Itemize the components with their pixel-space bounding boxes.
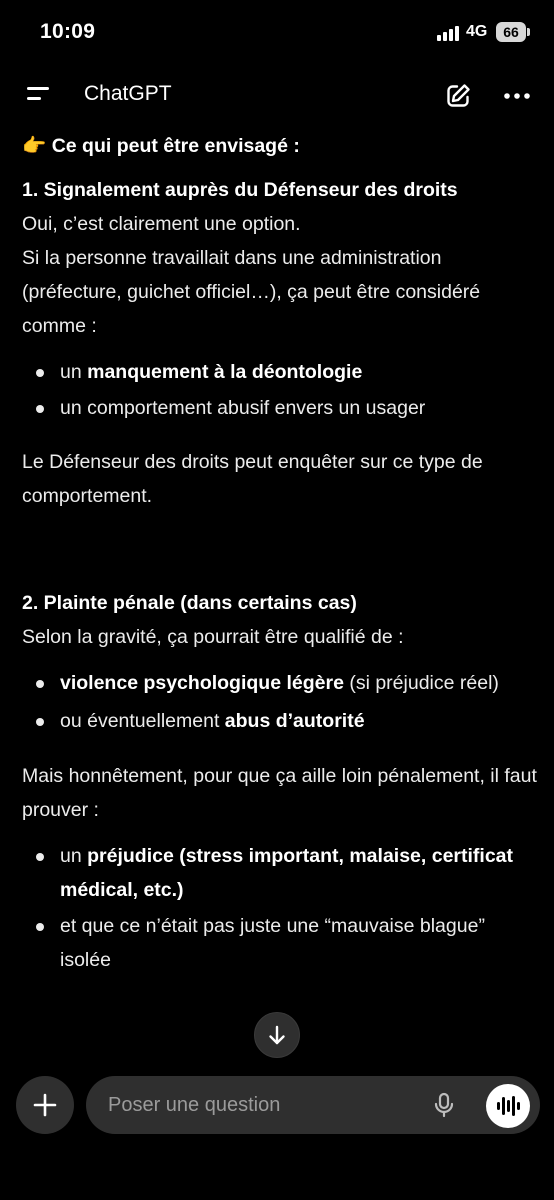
list-item: un préjudice (stress important, malaise, certificat médical, etc.) bbox=[22, 839, 538, 907]
battery-icon bbox=[496, 22, 526, 42]
app-title: ChatGPT bbox=[84, 82, 172, 105]
app-header bbox=[0, 66, 554, 124]
section1-heading: 1. Signalement auprès du Défenseur des droits bbox=[22, 179, 458, 201]
microphone-icon[interactable] bbox=[430, 1091, 458, 1119]
plus-icon bbox=[16, 1076, 74, 1134]
pointing-hand-emoji: 👉 bbox=[22, 135, 47, 157]
section1-line2: Si la personne travaillait dans une administration (préfecture, guichet officiel…), ça peut être considéré comme : bbox=[22, 247, 481, 337]
list-item: un manquement à la déontologie bbox=[22, 355, 538, 389]
message-input[interactable] bbox=[108, 1076, 408, 1134]
list-item: et que ce n’était pas juste une “mauvaise blague” isolée bbox=[22, 909, 538, 977]
waveform-icon bbox=[486, 1084, 530, 1128]
list-item: violence psychologique légère (si préjudice réel) bbox=[22, 666, 538, 700]
status-bar bbox=[0, 0, 554, 66]
composer bbox=[0, 1070, 554, 1200]
battery-level: 66 bbox=[503, 24, 519, 40]
intro-title: Ce qui peut être envisagé : bbox=[51, 135, 300, 157]
section2-paragraph: Mais honnêtement, pour que ça aille loin pénalement, il faut prouver : bbox=[22, 765, 537, 821]
assistant-message bbox=[22, 124, 538, 1070]
add-attachment-button[interactable] bbox=[16, 1076, 74, 1134]
network-type: 4G bbox=[466, 23, 488, 40]
voice-mode-button[interactable] bbox=[486, 1084, 530, 1128]
section2-heading: 2. Plainte pénale (dans certains cas) bbox=[22, 592, 357, 614]
section1-closing: Le Défenseur des droits peut enquêter sur ce type de comportement. bbox=[22, 451, 483, 507]
more-icon[interactable] bbox=[502, 82, 532, 110]
section1-line1: Oui, c’est clairement une option. bbox=[22, 213, 301, 235]
arrow-down-icon bbox=[255, 1013, 299, 1057]
section2-proof-bullets bbox=[22, 839, 538, 977]
section2-line1: Selon la gravité, ça pourrait être qualifié de : bbox=[22, 626, 404, 648]
list-item: ou éventuellement abus d’autorité bbox=[22, 704, 538, 738]
list-item: un comportement abusif envers un usager bbox=[22, 391, 538, 425]
status-time: 10:09 bbox=[40, 20, 96, 43]
battery-tip bbox=[527, 28, 530, 36]
message-input-container bbox=[86, 1076, 540, 1134]
scroll-to-bottom-button[interactable] bbox=[254, 1012, 300, 1058]
section1-bullets bbox=[22, 355, 538, 425]
intro-line bbox=[22, 129, 538, 163]
section2-bullets bbox=[22, 666, 538, 738]
new-chat-edit-icon[interactable] bbox=[444, 82, 472, 110]
menu-icon[interactable] bbox=[24, 84, 52, 106]
cellular-signal-icon bbox=[437, 25, 461, 41]
